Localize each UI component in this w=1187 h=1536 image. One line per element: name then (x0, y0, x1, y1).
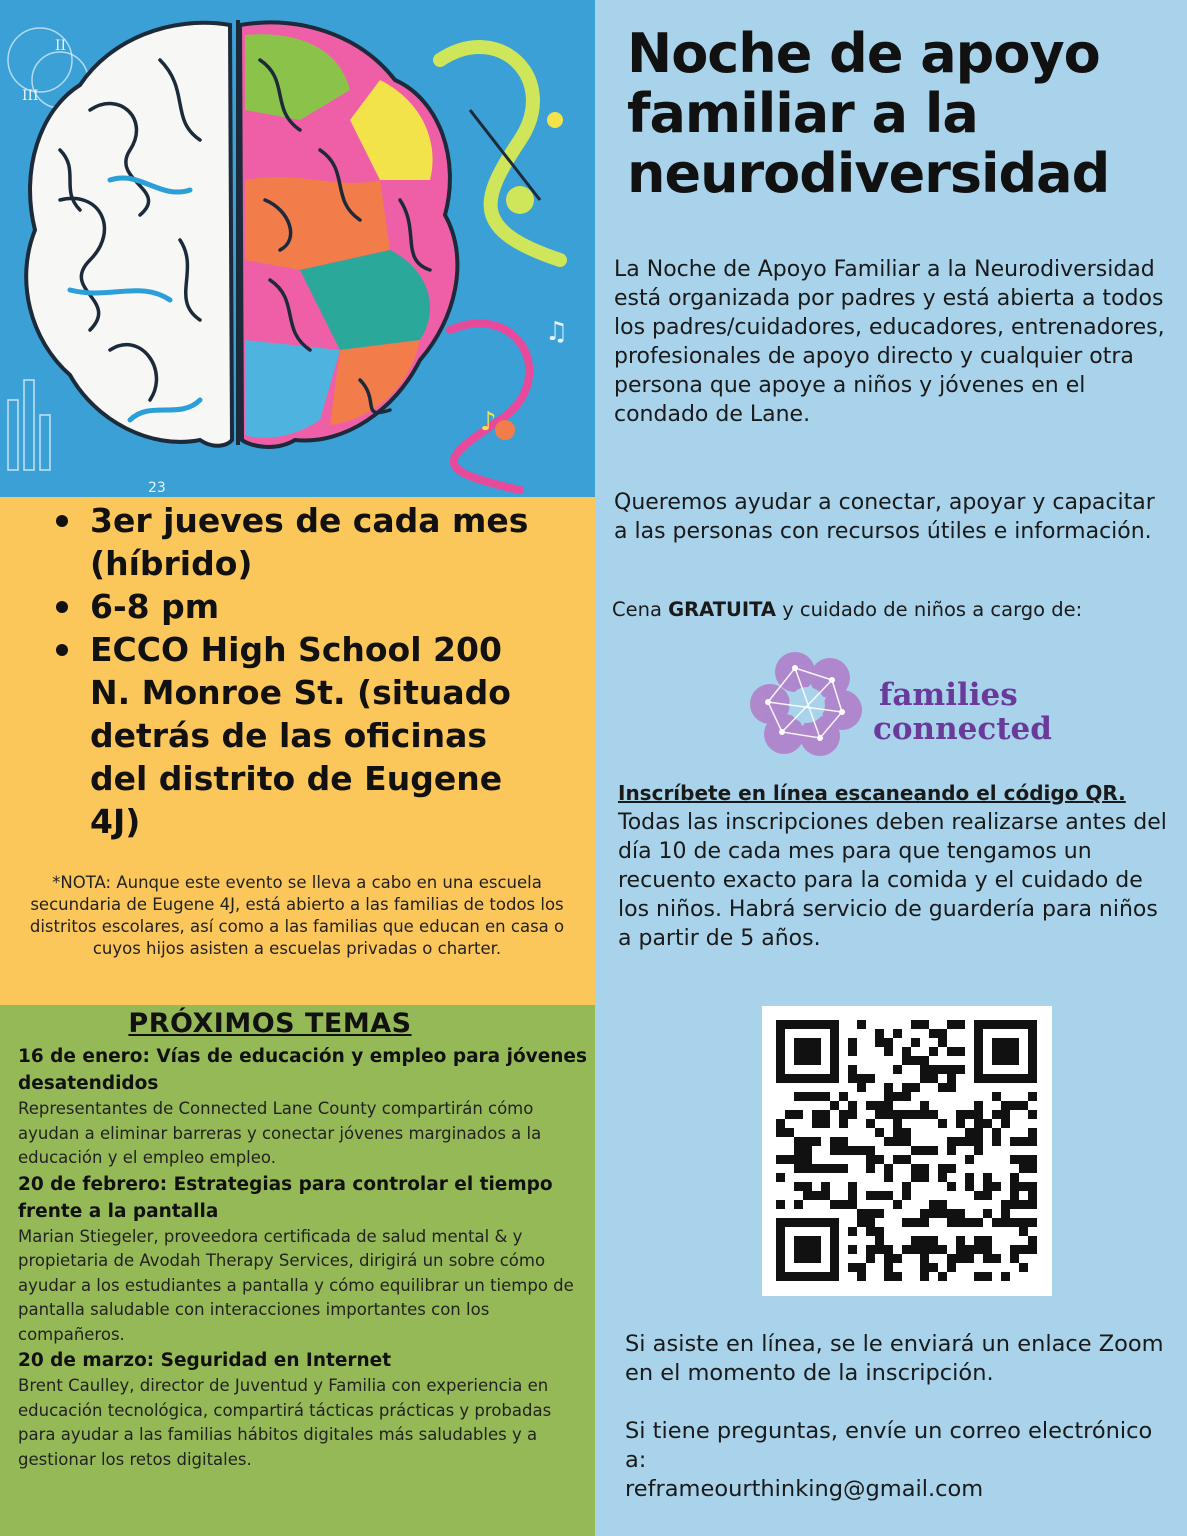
registration-qr-code[interactable] (762, 1006, 1052, 1296)
logo-wordmark: families connected (873, 677, 1052, 747)
event-note: *NOTA: Aunque este evento se lleva a cabo en una escuela secundaria de Eugene 4J, está abierto a las familias de todos los distritos escolares, así como a las familias que educan en casa o cuyos hijos asisten a escuelas privadas o charter. (29, 873, 565, 958)
roman-numeral-three: III (22, 88, 39, 104)
event-details-panel (0, 497, 595, 1005)
topic-heading: 20 de febrero: Estrategias para controlar el tiempo frente a la pantalla (18, 1173, 553, 1222)
topic-heading: 16 de enero: Vías de educación y empleo para jóvenes desatendidos (18, 1046, 587, 1094)
bullet-icon (56, 515, 68, 527)
registration-details: Todas las inscripciones deben realizarse antes del día 10 de cada mes para que tengamos un recuento exacto para la comida y el cuidado de los niños. Habrá servicio de guardería para niños a partir de 5 años. (618, 810, 1167, 951)
number-23: 23 (148, 480, 166, 496)
topics-list (18, 1043, 590, 1472)
svg-text:♪: ♪ (480, 407, 497, 437)
contact-info: Si tiene preguntas, envíe un correo electrónico a: reframeourthinking@gmail.com (625, 1417, 1170, 1504)
brain-illustration (0, 0, 595, 497)
topic-description: Representantes de Connected Lane County compartirán cómo ayudan a eliminar barreras y conectar jóvenes marginados a la educación y el empleo empleo. (18, 1099, 542, 1167)
detail-schedule: 3er jueves de cada mes (híbrido) (50, 499, 550, 585)
event-mission: Queremos ayudar a conectar, apoyar y capacitar a las personas con recursos útiles e información. (614, 490, 1155, 544)
upcoming-topics-panel (0, 1005, 595, 1536)
detail-location: ECCO High School 200 N. Monroe St. (situado detrás de las oficinas del distrito de Eugene 4J) (50, 628, 550, 843)
svg-text:♫: ♫ (545, 317, 569, 347)
dinner-note: Cena GRATUITA y cuidado de niños a cargo de: (612, 598, 1083, 621)
bullet-icon (56, 601, 68, 613)
contact-email[interactable]: reframeourthinking@gmail.com (625, 1476, 984, 1502)
event-description: La Noche de Apoyo Familiar a la Neurodiversidad está organizada por padres y está abierta a todos los padres/cuidadores, educadores, entrenadores, profesionales de apoyo directo y cualquier otra persona que apoye a niños y jóvenes en el condado de Lane. (614, 257, 1165, 427)
online-attendance-note: Si asiste en línea, se le enviará un enlace Zoom en el momento de la inscripción. (625, 1331, 1164, 1386)
flower-network-icon (750, 648, 870, 758)
roman-numeral-two: II (55, 38, 67, 54)
topic-description: Marian Stiegeler, proveedora certificada de salud mental & y propietaria de Avodah Therapy Services, dirigirá un sobre cómo ayudar a los estudiantes a pantalla y cómo equilibrar un tiempo de pantalla saludable con interacciones importantes con los compañeros. (18, 1226, 574, 1344)
families-connected-logo (750, 648, 1050, 758)
right-column (595, 0, 1187, 1536)
qr-code-icon (762, 1006, 1052, 1296)
event-details-list (50, 499, 550, 843)
bullet-icon (56, 644, 68, 656)
brain-art (0, 0, 595, 497)
detail-time: 6-8 pm (50, 585, 550, 628)
registration-heading: Inscríbete en línea escaneando el código QR. (618, 781, 1126, 805)
topic-description: Brent Caulley, director de Juventud y Familia con experiencia en educación tecnológica, compartirá tácticas prácticas y probadas para ayudar a las familias hábitos digitales más saludables y a gestionar los retos digitales. (18, 1376, 552, 1469)
event-title: Noche de apoyo familiar a la neurodiversidad (627, 22, 1110, 205)
topics-heading: PRÓXIMOS TEMAS (128, 1008, 412, 1039)
topic-heading: 20 de marzo: Seguridad en Internet (18, 1350, 392, 1371)
